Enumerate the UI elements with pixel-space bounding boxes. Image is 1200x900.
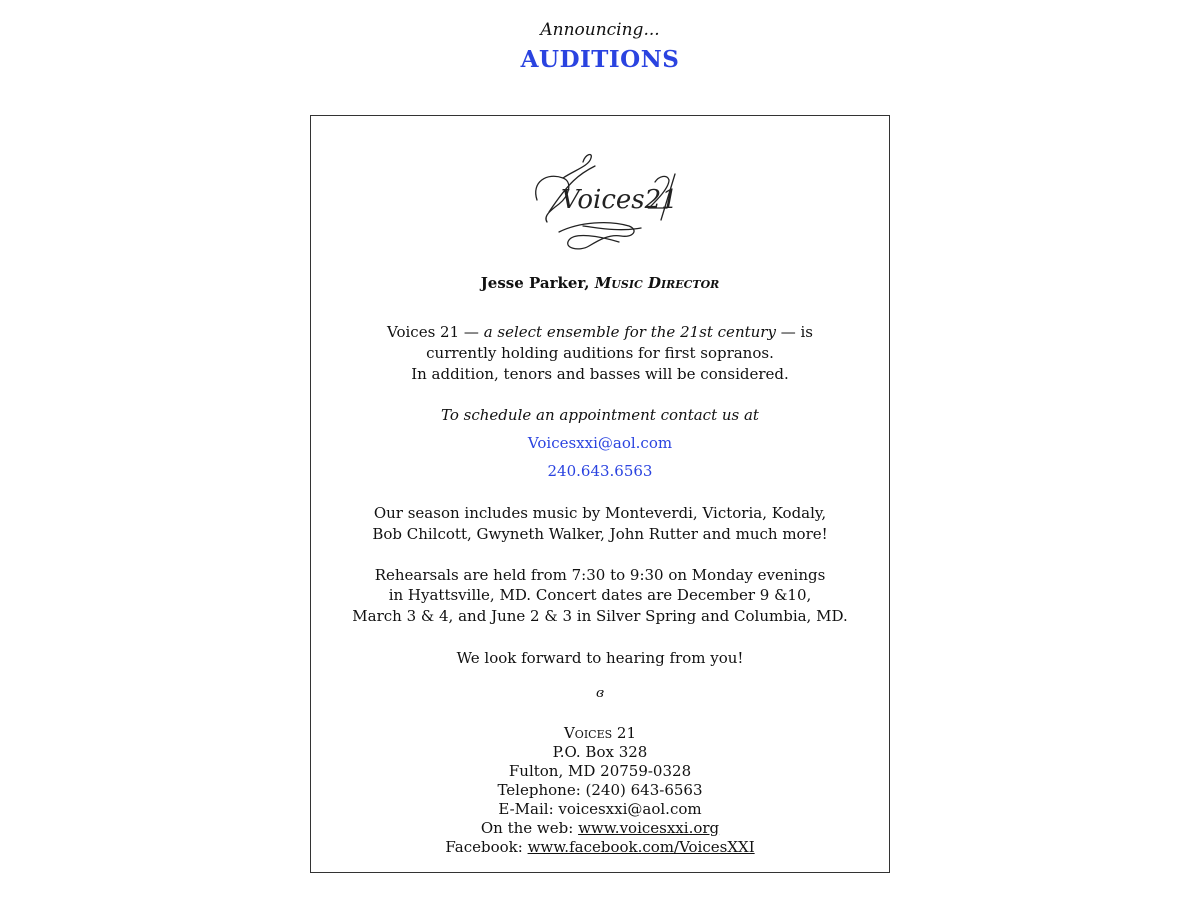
director-name: Jesse Parker,: [480, 274, 590, 292]
website-link[interactable]: www.voicesxxi.org: [578, 819, 720, 837]
intro-tail: — is: [780, 323, 813, 341]
closing-line: We look forward to hearing from you!: [456, 649, 744, 667]
address-web: [311, 819, 889, 838]
rehearsal-line-1: Rehearsals are held from 7:30 to 9:30 on Monday evenings: [374, 566, 826, 584]
schedule-prompt: To schedule an appointment contact us at: [441, 406, 759, 424]
intro-line-2: currently holding auditions for first sopranos.: [426, 344, 774, 362]
contact-email-link[interactable]: Voicesxxi@aol.com: [527, 434, 673, 452]
intro-lead: Voices 21 —: [387, 323, 479, 341]
auditions-headline: AUDITIONS: [520, 46, 680, 73]
telephone-value: (240) 643-6563: [585, 781, 703, 799]
voices21-logo-icon: [529, 152, 681, 254]
facebook-label: Facebook:: [445, 838, 523, 856]
address-city: Fulton, MD 20759-0328: [508, 762, 692, 780]
rehearsal-line-2: in Hyattsville, MD. Concert dates are December 9 &10,: [388, 586, 812, 604]
announcing-label: Announcing...: [540, 20, 660, 40]
address-facebook: [311, 838, 889, 857]
season-line-1: Our season includes music by Monteverdi, Victoria, Kodaly,: [373, 504, 827, 522]
address-po-box: P.O. Box 328: [552, 743, 648, 761]
address-email: [311, 800, 889, 819]
email-value[interactable]: voicesxxi@aol.com: [558, 800, 702, 818]
intro-tagline: a select ensemble for the 21st century: [483, 323, 776, 341]
web-label: On the web:: [480, 819, 574, 837]
intro-line-3: In addition, tenors and basses will be considered.: [411, 365, 789, 383]
rehearsal-line-3: March 3 & 4, and June 2 & 3 in Silver Spring and Columbia, MD.: [352, 607, 848, 625]
address-org: Voices 21: [563, 724, 637, 742]
email-label: E-Mail:: [498, 800, 554, 818]
audition-card: [310, 115, 890, 873]
ornament-icon: ɞ: [596, 686, 604, 701]
intro-line-1: [311, 323, 889, 341]
contact-phone-link[interactable]: 240.643.6563: [547, 462, 653, 480]
director-title: Music Director: [594, 274, 720, 292]
director-line: [311, 274, 889, 292]
season-line-2: Bob Chilcott, Gwyneth Walker, John Rutter and much more!: [372, 525, 828, 543]
address-telephone: [311, 781, 889, 800]
telephone-label: Telephone:: [497, 781, 581, 799]
logo-wordmark: Voices21: [561, 185, 678, 215]
facebook-link[interactable]: www.facebook.com/VoicesXXI: [527, 838, 755, 856]
